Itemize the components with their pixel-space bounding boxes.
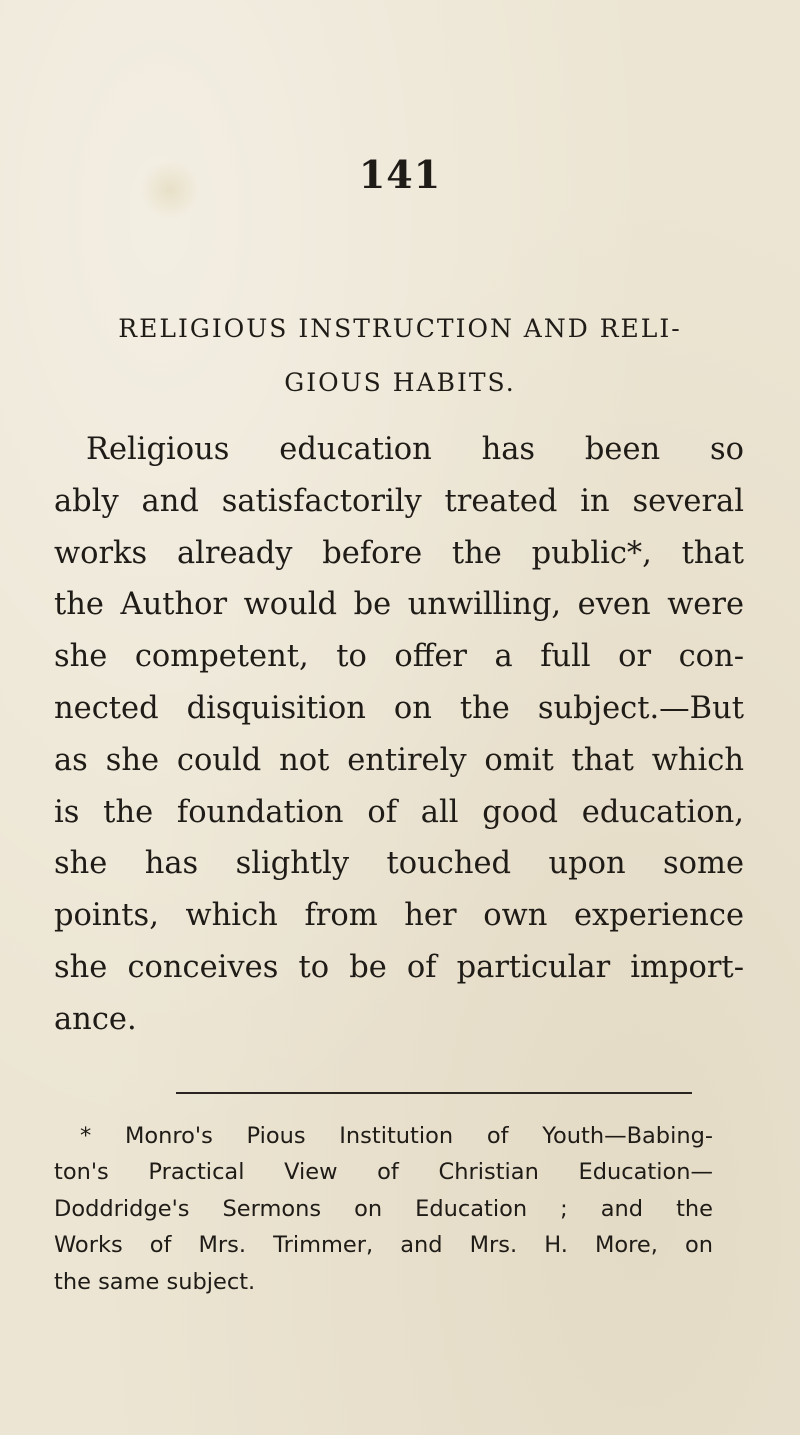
footnote-line: Works of Mrs. Trimmer, and Mrs. H. More, on xyxy=(54,1232,713,1259)
body-line: Religious education has been so xyxy=(86,432,744,467)
footnote-line: ton's Practical View of Christian Education— xyxy=(54,1159,713,1186)
body-line: as she could not entirely omit that which xyxy=(54,742,744,778)
footnote-divider xyxy=(176,1092,692,1094)
body-paragraph xyxy=(54,424,744,1046)
footnote-line: * Monro's Pious Institution of Youth—Babing- xyxy=(80,1123,713,1149)
section-heading-line-2: GIOUS HABITS. xyxy=(284,368,516,397)
body-line: works already before the public*, that xyxy=(54,535,744,571)
section-heading-line-1: RELIGIOUS INSTRUCTION AND RELI- xyxy=(118,314,682,343)
body-line: points, which from her own experience xyxy=(54,898,744,934)
page-number: 141 xyxy=(358,152,442,197)
footnote-line: Doddridge's Sermons on Education ; and the xyxy=(54,1195,713,1222)
body-line: she has slightly touched upon some xyxy=(54,846,744,882)
body-line: ance. xyxy=(54,1001,137,1037)
body-line: she conceives to be of particular import- xyxy=(54,949,744,985)
footnote xyxy=(54,1118,713,1300)
body-line: the Author would be unwilling, even were xyxy=(54,587,744,623)
body-line: is the foundation of all good education, xyxy=(54,794,744,830)
body-line: nected disquisition on the subject.—But xyxy=(54,690,744,726)
body-line: she competent, to offer a full or con- xyxy=(54,639,744,675)
body-line: ably and satisfactorily treated in several xyxy=(54,483,744,519)
footnote-line: the same subject. xyxy=(54,1268,256,1295)
